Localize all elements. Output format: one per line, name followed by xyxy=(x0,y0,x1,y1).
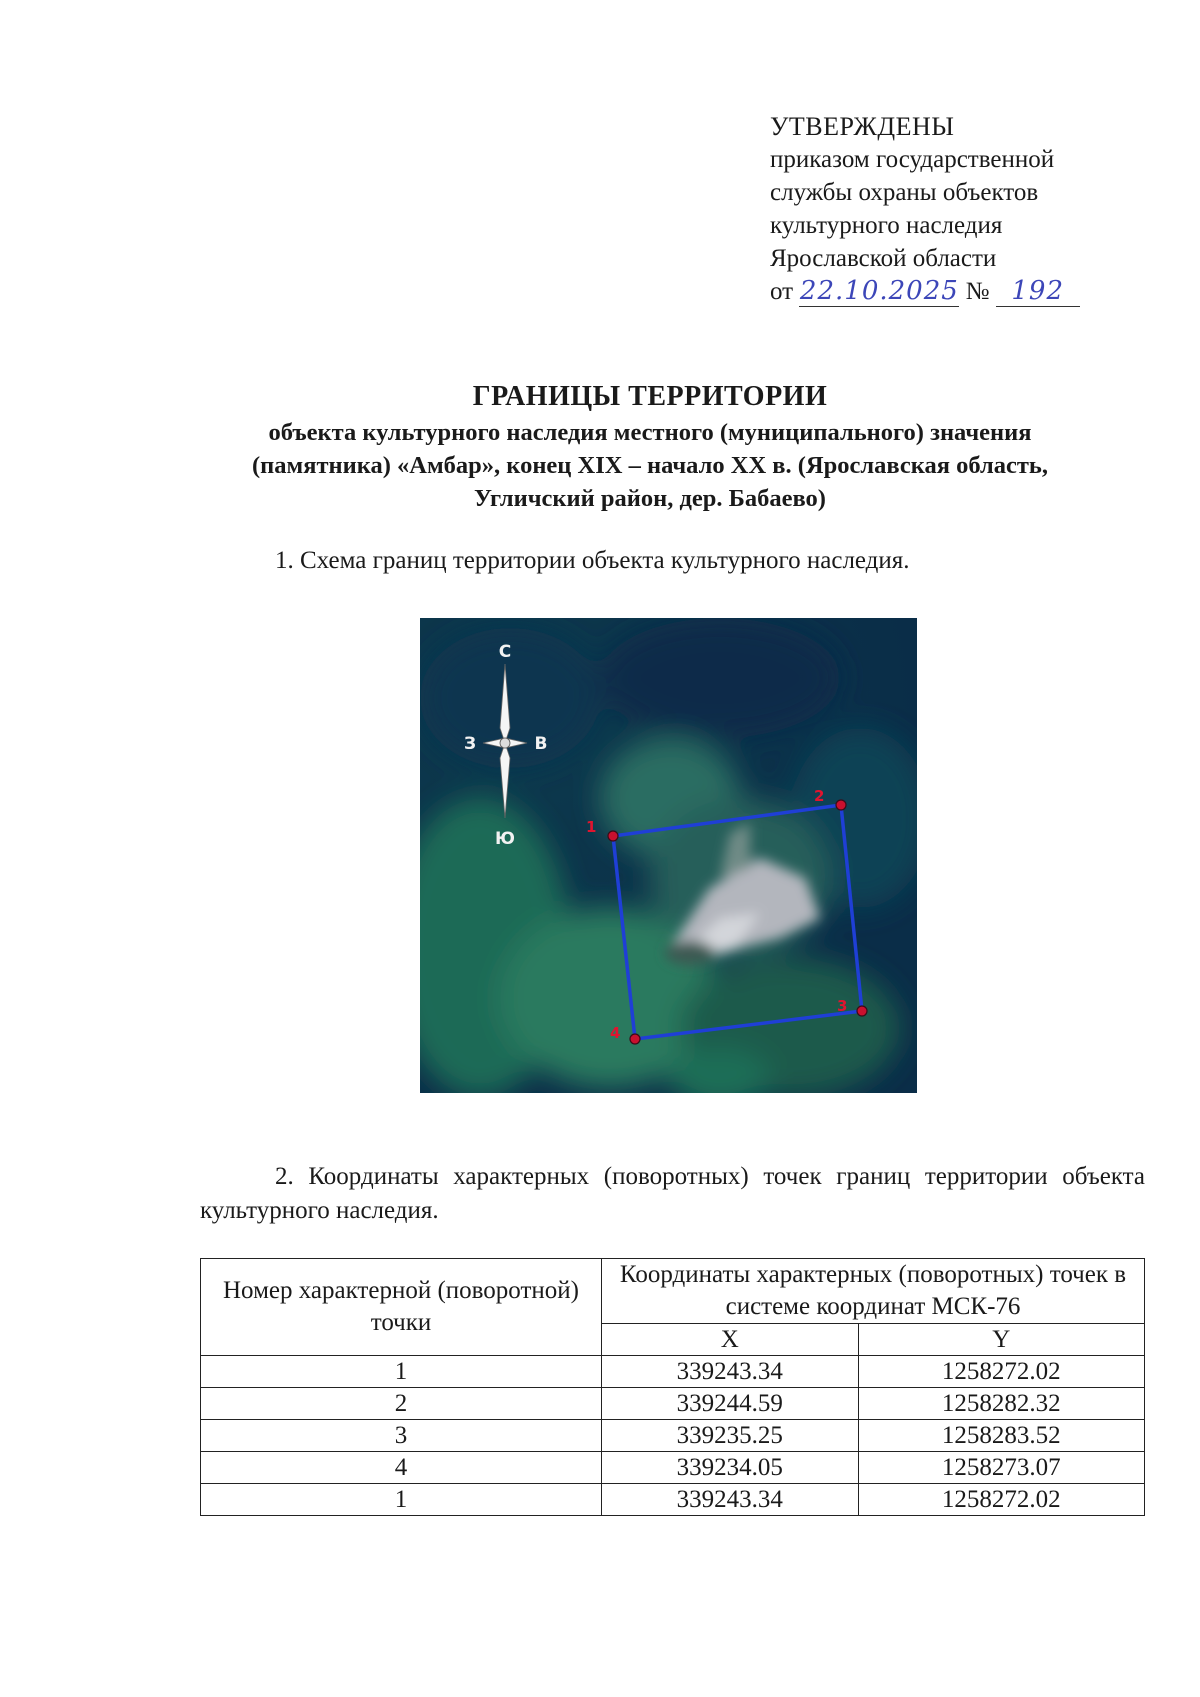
order-date: 22.10.2025 xyxy=(799,276,959,306)
table-row xyxy=(201,1420,1145,1452)
table-row xyxy=(201,1388,1145,1420)
boundary-point xyxy=(630,1034,640,1044)
point-label: 1 xyxy=(586,818,597,836)
compass-east-label: В xyxy=(534,734,548,754)
header-x: X xyxy=(602,1324,859,1356)
document-title xyxy=(150,378,1150,515)
cell-point: 4 xyxy=(201,1452,602,1484)
satellite-background xyxy=(420,618,917,1093)
cell-point: 1 xyxy=(201,1484,602,1516)
point-label: 3 xyxy=(837,997,848,1015)
cell-x: 339243.34 xyxy=(602,1484,859,1516)
header-y: Y xyxy=(858,1324,1144,1356)
cell-x: 339235.25 xyxy=(602,1420,859,1452)
approval-heading: УТВЕРЖДЕНЫ xyxy=(770,112,955,141)
point-label: 4 xyxy=(610,1024,621,1042)
cell-y: 1258282.32 xyxy=(858,1388,1144,1420)
table-row xyxy=(201,1452,1145,1484)
header-coordinates: Координаты характерных (поворотных) точек в системе координат МСК-76 xyxy=(602,1259,1145,1324)
number-prefix: № xyxy=(965,278,990,305)
cell-point: 2 xyxy=(201,1388,602,1420)
cell-y: 1258272.02 xyxy=(858,1356,1144,1388)
cell-point: 1 xyxy=(201,1356,602,1388)
cell-x: 339243.34 xyxy=(602,1356,859,1388)
title-line: Угличский район, дер. Бабаево) xyxy=(474,485,826,512)
title-line: объекта культурного наследия местного (муниципального) значения xyxy=(268,419,1032,446)
boundary-point xyxy=(608,831,618,841)
approval-line: службы охраны объектов xyxy=(770,179,1039,206)
section-2-heading: 2. Координаты характерных (поворотных) точек границ территории объекта культурного наследия. xyxy=(200,1163,1145,1224)
date-prefix: от xyxy=(770,278,794,305)
header-point-number: Номер характерной (поворотной) точки xyxy=(201,1259,602,1356)
approval-line: приказом государственной xyxy=(770,146,1055,173)
table-row xyxy=(201,1356,1145,1388)
table-row xyxy=(201,1484,1145,1516)
approval-block xyxy=(770,110,1100,308)
order-date-number xyxy=(770,275,1100,308)
boundary-point xyxy=(836,800,846,810)
title-line: (памятника) «Амбар», конец XIX – начало XX в. (Ярославская область, xyxy=(252,452,1048,479)
cell-point: 3 xyxy=(201,1420,602,1452)
approval-line: культурного наследия xyxy=(770,212,1003,239)
table-header-row xyxy=(201,1259,1145,1324)
title-heading: ГРАНИЦЫ ТЕРРИТОРИИ xyxy=(472,381,828,412)
compass-west-label: З xyxy=(463,734,477,754)
section-1-heading: 1. Схема границ территории объекта культурного наследия. xyxy=(275,547,910,574)
cell-y: 1258272.02 xyxy=(858,1484,1144,1516)
cell-y: 1258283.52 xyxy=(858,1420,1144,1452)
cell-x: 339244.59 xyxy=(602,1388,859,1420)
order-number: 192 xyxy=(996,276,1080,307)
coordinates-table xyxy=(200,1258,1145,1516)
point-label: 2 xyxy=(814,787,825,805)
approval-line: Ярославской области xyxy=(770,245,997,272)
boundary-scheme-map xyxy=(420,618,917,1093)
compass-north-label: С xyxy=(498,642,512,662)
compass-south-label: Ю xyxy=(495,829,515,849)
boundary-point xyxy=(857,1006,867,1016)
cell-x: 339234.05 xyxy=(602,1452,859,1484)
cell-y: 1258273.07 xyxy=(858,1452,1144,1484)
